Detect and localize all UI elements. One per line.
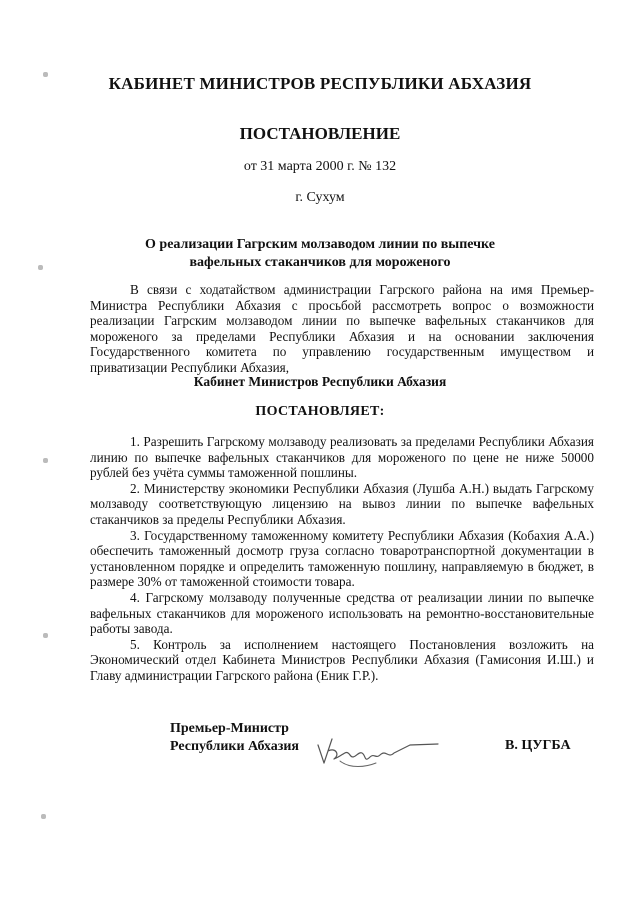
signatory-title xyxy=(170,720,299,756)
signatory-title-line: Республики Абхазия xyxy=(170,739,300,754)
resolution-item: 5. Контроль за исполнением настоящего Постановления возложить на Экономический отдел Кабинета Министров Республики Абхазия (Гамисония И.Ш.) и Главу администрации Гагрского района (Еник Г.Р.). xyxy=(90,636,594,683)
scan-mark xyxy=(43,633,48,638)
document-type: ПОСТАНОВЛЕНИЕ xyxy=(239,124,401,143)
scan-mark xyxy=(41,814,46,819)
subject-line: О реализации Гагрским молзаводом линии по выпечке xyxy=(145,237,495,252)
resolution-item: 1. Разрешить Гагрскому молзаводу реализовать за пределами Республики Абхазия линию по выпечке вафельных стаканчиков для мороженого по цене не ниже 50000 рублей без учёта суммы таможенной пошлины. xyxy=(90,434,594,481)
date-and-number: от 31 марта 2000 г. № 132 xyxy=(243,159,397,174)
city: г. Сухум xyxy=(295,190,345,205)
handwritten-signature xyxy=(310,725,450,775)
resolution-item: 3. Государственному таможенному комитету Республики Абхазия (Кобахия А.А.) обеспечить таможенный досмотр груза согласно товаротранспортной документации в установленном порядке и определить таможенную пошлину, направляемую в бюджет, в размере 30% от таможенной стоимости товара. xyxy=(90,527,594,590)
organization-title: КАБИНЕТ МИНИСТРОВ РЕСПУБЛИКИ АБХАЗИЯ xyxy=(108,74,532,93)
scan-mark xyxy=(43,458,48,463)
resolution-item: 2. Министерству экономики Республики Абхазия (Лушба А.Н.) выдать Гагрскому молзаводу соответствующую лицензию на вывоз линии по выпечке вафельных стаканчиков за пределы Республики Абхазия. xyxy=(90,480,594,527)
subject-line: вафельных стаканчиков для мороженого xyxy=(189,255,451,270)
signatory-name: В. ЦУГБА xyxy=(505,738,571,753)
document-subject xyxy=(0,236,640,272)
signatory-title-line: Премьер-Министр xyxy=(170,721,289,736)
resolution-item: 4. Гагрскому молзаводу полученные средства от реализации линии по выпечке вафельных стаканчиков для мороженого использовать на ремонтно-восстановительные работы завода. xyxy=(90,589,594,637)
issuer: Кабинет Министров Республики Абхазия xyxy=(193,374,447,389)
intro-paragraph: В связи с ходатайством администрации Гагрского района на имя Премьер-Министра Республики Абхазия с просьбой рассмотреть вопрос о возможности реализации Гагрским молзаводом линии по выпечке вафельных стаканчиков для мороженого за пределами Республики Абхазия и на основании заключения Государственного комитета по управлению государственным имуществом и приватизации Республики Абхазия, xyxy=(90,282,594,375)
resolves-heading: ПОСТАНОВЛЯЕТ: xyxy=(255,404,385,419)
resolution-items xyxy=(90,434,594,684)
